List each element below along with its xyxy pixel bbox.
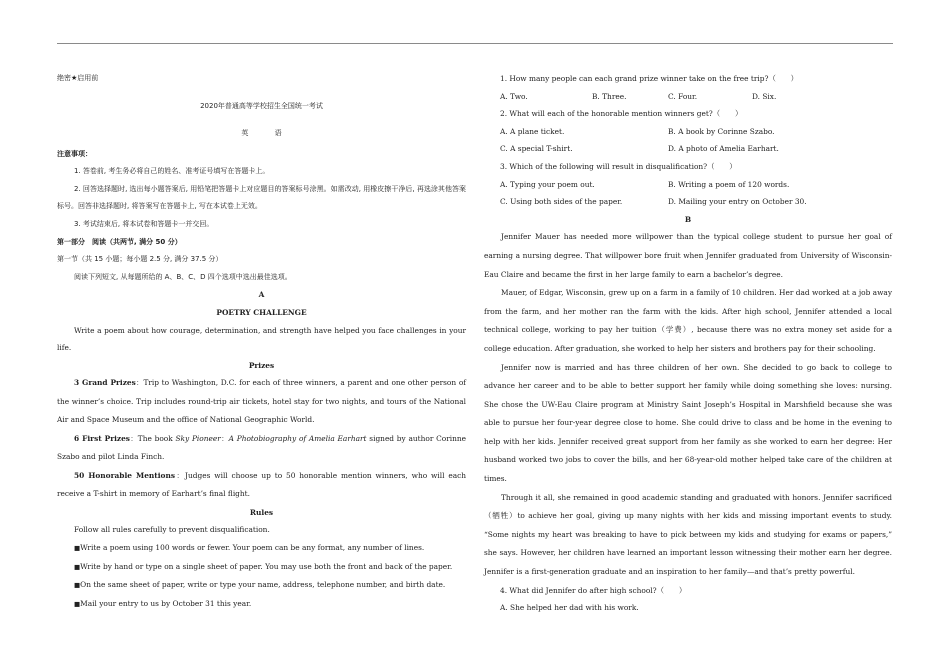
passage-letter: B	[684, 214, 692, 224]
rules-intro: Follow all rules carefully to prevent disqualification.	[74, 525, 270, 535]
left-column	[57, 70, 466, 613]
first-prize-text: The book	[137, 433, 176, 443]
option: D. Mailing your entry on October 30.	[668, 197, 807, 207]
notice-heading: 注意事项：	[57, 149, 92, 158]
question-stem: 2. What will each of the honorable mention winners get?（ ）	[500, 109, 743, 119]
book-title: Sky Pioneer	[175, 433, 221, 443]
option: B. Three.	[592, 91, 627, 101]
passage-paragraph: Mauer, of Edgar, Wisconsin, grew up on a farm in a family of 10 children. Her dad worked at a job away from the farm, and her mother ran the farm with the kids. After high school, Jennifer attended a local technical college, working to pay her tuition（学费）, because there was no extra money set aside for a college education. After graduation, she worked to help her sisters and brothers pay for their schooling.	[484, 288, 892, 353]
option: D. A photo of Amelia Earhart.	[668, 144, 779, 154]
grand-prize-text: Trip to Washington, D.C. for each of three winners, a parent and one other person of the winner’s choice. Trip includes round-trip air tickets, hotel stay for two nights, and tours of the National Air and Space Museum and the office of National Geographic World.	[57, 378, 466, 425]
passage-title: POETRY CHALLENGE	[216, 307, 307, 317]
right-column	[484, 70, 892, 617]
honorable-paragraph: 50 Honorable Mentions：Judges will choose up to 50 honorable mention winners, who will each receive a T-shirt in memory of Earhart’s final flight.	[57, 470, 467, 499]
confidential-mark: 绝密★启用前	[57, 74, 99, 82]
notice-item: 2. 回答选择题时, 选出每小题答案后, 用铅笔把答题卡上对应题目的答案标号涂黑。如需改动, 用橡皮擦干净后, 再选涂其他答案标号。回答非选择题时, 将答案写在答题卡上, 写在本试卷上无效。	[57, 184, 466, 211]
option: D. Six.	[752, 91, 777, 101]
question-stem: 4. What did Jennifer do after high school?（ ）	[500, 585, 687, 595]
option: A. A plane ticket.	[500, 126, 565, 136]
option: B. A book by Corinne Szabo.	[668, 126, 775, 136]
question-options	[484, 123, 892, 158]
book-title-separator: ：	[220, 434, 229, 443]
first-prize-label: 6 First Prizes	[74, 433, 130, 443]
instruction: 阅读下列短文, 从每题所给的 A、B、C、D 四个选项中选出最佳选项。	[74, 272, 292, 281]
question-stem: 1. How many people can each grand prize winner take on the free trip?（ ）	[500, 74, 799, 83]
option: A. Typing your poem out.	[500, 179, 595, 189]
honorable-label: 50 Honorable Mentions	[74, 470, 175, 480]
passage-letter: A	[258, 290, 265, 300]
first-prize-paragraph: 6 First Prizes：The book Sky Pioneer：A Photobiography of Amelia Earhart signed by author Corinne Szabo and pilot Linda Finch.	[57, 433, 466, 462]
rule-item: ■On the same sheet of paper, write or type your name, address, telephone number, and birth date.	[74, 580, 446, 590]
notice-item: 1. 答卷前, 考生务必将自己的姓名、准考证号填写在答题卡上。	[74, 167, 270, 176]
rules-heading: Rules	[249, 507, 274, 517]
prizes-heading: Prizes	[248, 360, 275, 370]
option: C. A special T-shirt.	[500, 144, 573, 154]
grand-prize-label: 3 Grand Prizes	[74, 378, 136, 388]
question-options	[484, 176, 892, 211]
option: C. Four.	[668, 91, 698, 101]
first-prize-text-end: signed by author Corinne Szabo and pilot Linda Finch.	[57, 433, 466, 462]
rule-item: ■Write a poem using 100 words or fewer. Your poem can be any format, any number of lines.	[74, 543, 425, 552]
subject-title: 英 语	[241, 128, 294, 137]
passage-paragraph: Through it all, she remained in good academic standing and graduated with honors. Jennifer sacrificed（牺牲）to achieve her goal, giving up many nights with her kids and missing important events to study. “Some nights my heart was breaking to have to pick between my kids and studying for exams or papers,” she says. However, her children have learned an important lesson witnessing their mother earn her degree. Jennifer is a first-generation graduate and an inspiration to her family—and that’s pretty powerful.	[484, 492, 892, 577]
exam-title: 2020年普通高等学校招生全国统一考试	[200, 101, 323, 110]
part-heading: 第一部分 阅读（共两节, 满分 50 分）	[57, 237, 182, 246]
option: C. Using both sides of the paper.	[500, 197, 623, 207]
notice-item: 3. 考试结束后, 将本试卷和答题卡一并交回。	[74, 219, 214, 228]
question-options	[484, 88, 892, 106]
top-rule	[57, 43, 893, 44]
question-stem: 3. Which of the following will result in disqualification?（ ）	[500, 161, 737, 171]
book-subtitle: A Photobiography of Amelia Earhart	[228, 433, 367, 443]
option: A. She helped her dad with his work.	[500, 603, 639, 613]
rule-item: ■Write by hand or type on a single sheet of paper. You may use both the front and back of the paper.	[74, 561, 453, 571]
passage-intro: Write a poem about how courage, determination, and strength have helped you face challenges in your life.	[57, 325, 466, 353]
section-heading: 第一节（共 15 小题；每小题 2.5 分, 满分 37.5 分）	[57, 255, 223, 264]
option: B. Writing a poem of 120 words.	[668, 179, 790, 189]
passage-paragraph: Jennifer now is married and has three children of her own. She decided to go back to college to advance her career and to be able to better support her family while doing something she loves: nursing. She chose the UW-Eau Claire program at Ministry Saint Joseph’s Hospital in Marshfield because she was able to pursue her four-year degree close to home. She could drive to class and be home in the evening to help with her kids. Jennifer received great support from her family as she worked to earn her degree: Her husband worked two jobs to cover the bills, and her 68-year-old mother helped take care of the children at times.	[484, 362, 892, 484]
grand-prize-paragraph: 3 Grand Prizes：Trip to Washington, D.C. for each of three winners, a parent and one other person of the winner’s choice. Trip includes round-trip air tickets, hotel stay for two nights, and tours of the National Air and Space Museum and the office of National Geographic World.	[57, 378, 466, 425]
passage-paragraph: Jennifer Mauer has needed more willpower than the typical college student to pursue her goal of earning a nursing degree. That willpower bore fruit when Jennifer graduated from University of Wisconsin-Eau Claire and became the first in her large family to earn a bachelor’s degree.	[484, 232, 892, 279]
honorable-text: Judges will choose up to 50 honorable mention winners, who will each receive a T-shirt in memory of Earhart’s final flight.	[57, 470, 467, 499]
option: A. Two.	[500, 91, 528, 101]
rule-item: ■Mail your entry to us by October 31 this year.	[74, 598, 252, 608]
